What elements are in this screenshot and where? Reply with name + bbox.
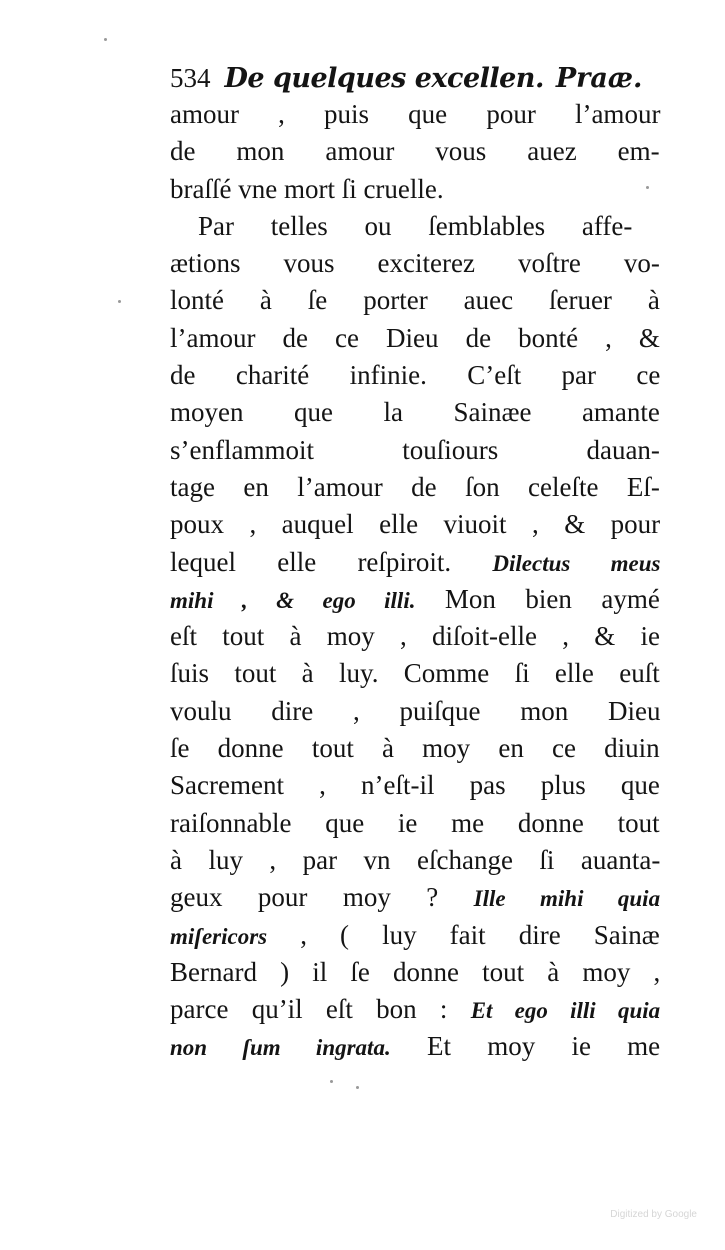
text-run: tage en l’amour de ſon celeſte Eſ- <box>170 471 660 502</box>
text-run: braſſé vne mort ſi cruelle. <box>170 173 444 204</box>
running-header <box>170 58 660 98</box>
text-line <box>170 245 660 282</box>
text-line <box>170 432 660 469</box>
text-run: Mon bien aymé <box>415 583 660 614</box>
text-run: ſuis tout à luy. Comme ſi elle euſt <box>170 658 660 689</box>
latin-quote: mihi , & ego illi. <box>170 587 416 613</box>
text-line <box>170 394 660 431</box>
paper-speck <box>646 186 649 189</box>
text-run: ætions vous exciterez voſtre vo- <box>170 248 660 279</box>
text-run: à luy , par vn eſchange ſi auanta- <box>170 844 661 875</box>
text-line <box>170 357 660 394</box>
paper-speck <box>118 300 121 303</box>
text-run: lequel elle reſpiroit. <box>170 546 493 577</box>
text-run: s’enflammoit touſiours dauan- <box>170 434 660 465</box>
text-run: amour , puis que pour l’amour <box>170 99 661 129</box>
latin-quote: Ille mihi quia <box>473 886 661 912</box>
latin-quote: Dilectus meus <box>492 550 661 576</box>
text-line <box>170 506 660 543</box>
text-run: Par telles ou ſemblables affe- <box>198 210 633 241</box>
text-line <box>170 581 660 618</box>
digitization-watermark: Digitized by Google <box>610 1209 697 1220</box>
paper-speck <box>356 1086 359 1089</box>
body-text <box>170 96 660 1066</box>
text-run: parce qu’il eſt bon : <box>170 994 471 1025</box>
text-run: voulu dire , puiſque mon Dieu <box>170 695 661 726</box>
text-run: Bernard ) il ſe donne tout à moy , <box>170 956 661 987</box>
running-title-abbr: Praæ. <box>555 63 643 94</box>
text-run: , ( luy fait dire Sainæ <box>267 919 660 950</box>
text-run: raiſonnable que ie me donne tout <box>170 807 660 838</box>
text-run: Et moy ie me <box>390 1031 661 1062</box>
latin-quote: Et ego illi quia <box>470 998 661 1024</box>
text-line <box>170 879 660 916</box>
text-line <box>170 991 660 1028</box>
paper-speck <box>104 38 107 41</box>
text-line <box>170 469 660 506</box>
text-line <box>170 282 660 319</box>
text-line <box>170 320 660 357</box>
paper-speck <box>330 1080 333 1083</box>
text-line <box>170 133 660 170</box>
text-run: moyen que la Sainæe amante <box>170 397 660 428</box>
text-run: poux , auquel elle viuoit , & pour <box>170 509 661 540</box>
latin-quote: miſericors <box>170 923 268 949</box>
text-run: de mon amour vous auez em- <box>170 136 660 167</box>
text-line <box>170 767 660 804</box>
latin-quote: non ſum ingrata. <box>170 1035 391 1061</box>
running-title: De quelques excellen. <box>224 63 544 94</box>
text-run: lonté à ſe porter auec ſeruer à <box>170 285 660 316</box>
text-run: de charité infinie. C’eſt par ce <box>170 360 661 391</box>
text-line <box>170 544 660 581</box>
text-run: Sacrement , n’eſt-il pas plus que <box>170 770 660 801</box>
text-line <box>170 842 660 879</box>
text-run: l’amour de ce Dieu de bonté , & <box>170 322 660 353</box>
text-line <box>170 655 660 692</box>
page-number: 534 <box>170 63 211 93</box>
text-run: ſe donne tout à moy en ce diuin <box>170 733 660 764</box>
text-line <box>170 208 660 245</box>
text-line <box>170 171 660 208</box>
text-line <box>170 618 660 655</box>
text-line <box>170 693 660 730</box>
text-run: eſt tout à moy , diſoit-elle , & ie <box>170 621 660 652</box>
text-line <box>170 730 660 767</box>
text-line <box>170 954 660 991</box>
text-line <box>170 1028 660 1065</box>
text-line <box>170 96 660 133</box>
text-run: geux pour moy ? <box>170 882 474 913</box>
text-line <box>170 917 660 954</box>
text-line <box>170 805 660 842</box>
